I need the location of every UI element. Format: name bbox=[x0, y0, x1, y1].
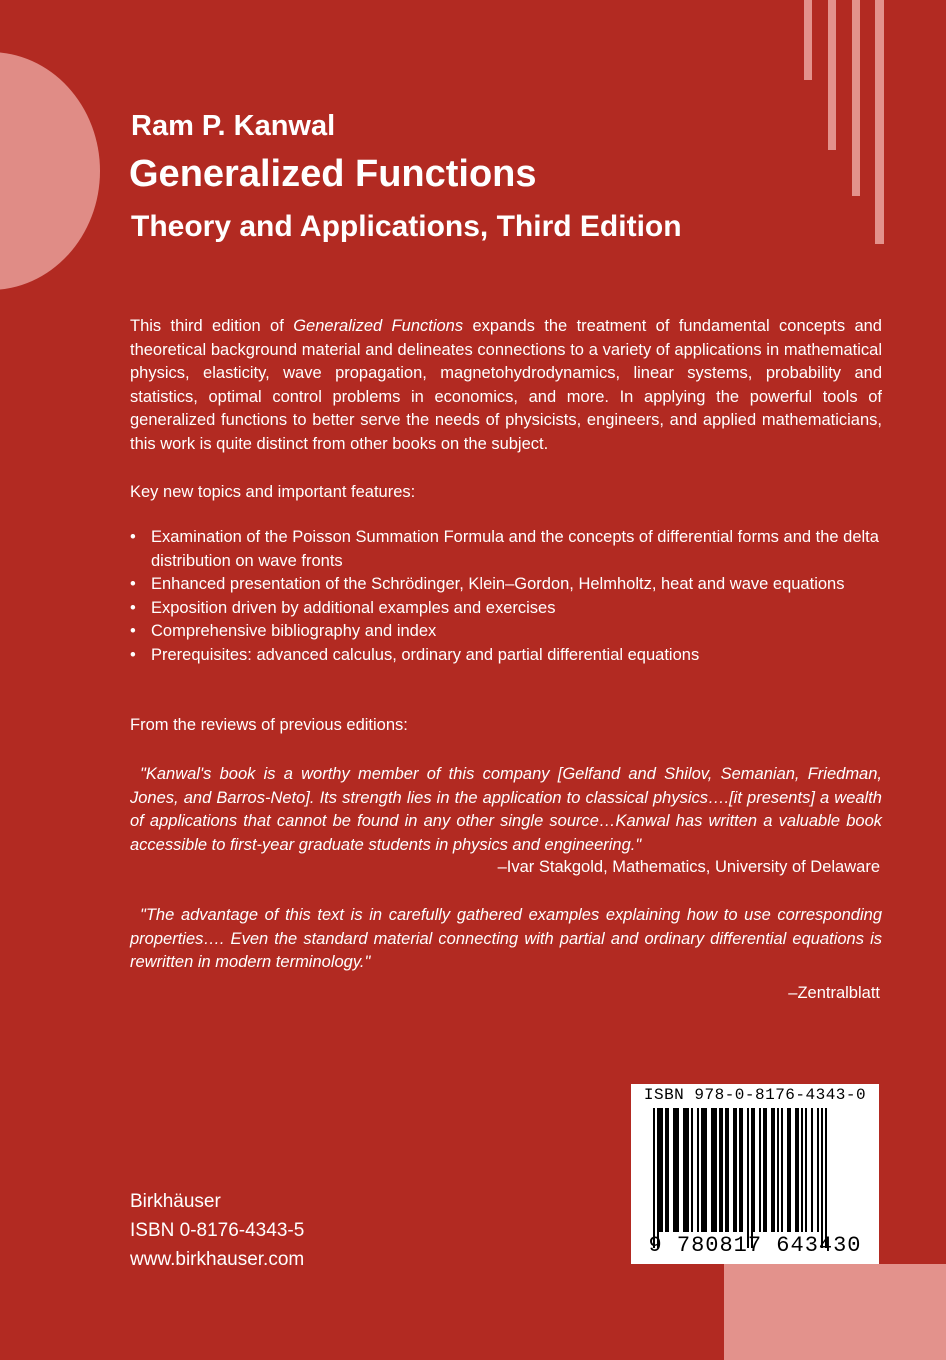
review-quote: "Kanwal's book is a worthy member of this company [Gelfand and Shilov, Semanian, Friedman, Jones, and Barros-Neto]. Its strength lies in the application to classical physics….[it presents] a wealth of applications that cannot be found in any other single source…Kanwal has written a valuable book accessible to first-year graduate students in physics and engineering." bbox=[130, 765, 882, 854]
publisher-isbn: ISBN 0-8176-4343-5 bbox=[130, 1220, 305, 1241]
barcode-bar bbox=[801, 1108, 803, 1232]
intro-book-title: Generalized Functions bbox=[293, 317, 464, 335]
barcode-bar bbox=[751, 1108, 753, 1248]
publisher-info bbox=[130, 1187, 304, 1274]
barcode-bar bbox=[753, 1108, 755, 1232]
list-item bbox=[130, 526, 890, 573]
barcode-bar bbox=[653, 1108, 655, 1248]
barcode-bar bbox=[739, 1108, 743, 1232]
feature-text: Comprehensive bibliography and index bbox=[151, 622, 437, 640]
feature-text: Examination of the Poisson Summation Formula and the concepts of differential forms and the delta distribution on wave fronts bbox=[151, 528, 879, 570]
barcode-bar bbox=[657, 1108, 659, 1248]
barcode-isbn-label: ISBN 978-0-8176-4343-0 bbox=[643, 1086, 867, 1104]
decorative-stripe bbox=[804, 0, 812, 80]
barcode-bar bbox=[787, 1108, 791, 1232]
bullet: • bbox=[130, 598, 136, 617]
bullet: • bbox=[130, 622, 136, 640]
decorative-stripe bbox=[852, 0, 860, 196]
decorative-block bbox=[724, 1264, 946, 1360]
intro-body: expands the treatment of fundamental concepts and theoretical background material and delineates connections to a variety of applications in mathematical physics, elasticity, wave propagation, magnetohydrodynamics, linear systems, probability and statistics, optimal control problems in economics, and more. In applying the powerful tools of generalized functions to better serve the needs of physicists, engineers, and applied mathematicians, this work is quite distinct from other books on the subject. bbox=[130, 317, 882, 453]
barcode-bar bbox=[805, 1108, 807, 1232]
list-item bbox=[130, 573, 890, 597]
barcode-bar bbox=[817, 1108, 819, 1232]
barcode-bar bbox=[781, 1108, 783, 1232]
review-attribution: –Ivar Stakgold, Mathematics, University of Delaware bbox=[497, 858, 880, 876]
barcode-bar bbox=[683, 1108, 689, 1232]
book-title: Generalized Functions bbox=[129, 153, 537, 195]
barcode-bar bbox=[771, 1108, 775, 1232]
barcode-bar bbox=[711, 1108, 717, 1232]
intro-prefix: This third edition of bbox=[130, 317, 294, 335]
review-attribution: –Zentralblatt bbox=[788, 984, 880, 1002]
barcode-digits: 9 780817 643430 bbox=[648, 1233, 862, 1258]
feature-text: Exposition driven by additional examples and exercises bbox=[151, 598, 556, 617]
publisher-name: Birkhäuser bbox=[130, 1191, 221, 1212]
barcode-bar bbox=[759, 1108, 761, 1232]
barcode-bar bbox=[719, 1108, 723, 1232]
publisher-url: www.birkhauser.com bbox=[130, 1249, 305, 1270]
decorative-stripe bbox=[828, 0, 836, 150]
barcode-bar bbox=[763, 1108, 767, 1232]
features-heading: Key new topics and important features: bbox=[130, 483, 416, 501]
decorative-stripe bbox=[875, 0, 884, 244]
reviews-heading: From the reviews of previous editions: bbox=[130, 716, 408, 734]
barcode-bar bbox=[733, 1108, 737, 1232]
book-subtitle: Theory and Applications, Third Edition bbox=[131, 210, 682, 243]
bullet: • bbox=[130, 645, 136, 664]
review-quote: "The advantage of this text is in carefully gathered examples explaining how to use corresponding properties…. Even the standard material connecting with partial and ordinary differential equations is rewritten in modern terminology." bbox=[130, 906, 882, 971]
features-list bbox=[130, 526, 890, 667]
barcode-bar bbox=[665, 1108, 669, 1232]
list-item bbox=[130, 644, 890, 668]
barcode-bar bbox=[725, 1108, 729, 1232]
barcode-bar bbox=[825, 1108, 827, 1248]
barcode-bar bbox=[697, 1108, 699, 1232]
barcode-bar bbox=[777, 1108, 779, 1232]
barcode-bar bbox=[795, 1108, 799, 1232]
feature-text: Prerequisites: advanced calculus, ordinary and partial differential equations bbox=[151, 645, 700, 664]
barcode-bar bbox=[691, 1108, 693, 1232]
list-item bbox=[130, 597, 890, 621]
barcode bbox=[631, 1084, 879, 1264]
bullet: • bbox=[130, 575, 136, 593]
barcode-bar bbox=[747, 1108, 749, 1248]
barcode-bar bbox=[811, 1108, 813, 1232]
feature-text: Enhanced presentation of the Schrödinger, Klein–Gordon, Helmholtz, heat and wave equations bbox=[151, 575, 845, 593]
intro-paragraph bbox=[130, 315, 882, 456]
bullet: • bbox=[130, 528, 136, 546]
decorative-circle bbox=[0, 52, 100, 290]
barcode-bar bbox=[659, 1108, 663, 1232]
barcode-bar bbox=[821, 1108, 823, 1248]
list-item bbox=[130, 620, 890, 644]
barcode-bar bbox=[673, 1108, 679, 1232]
barcode-bar bbox=[701, 1108, 707, 1232]
author-name: Ram P. Kanwal bbox=[131, 110, 336, 142]
